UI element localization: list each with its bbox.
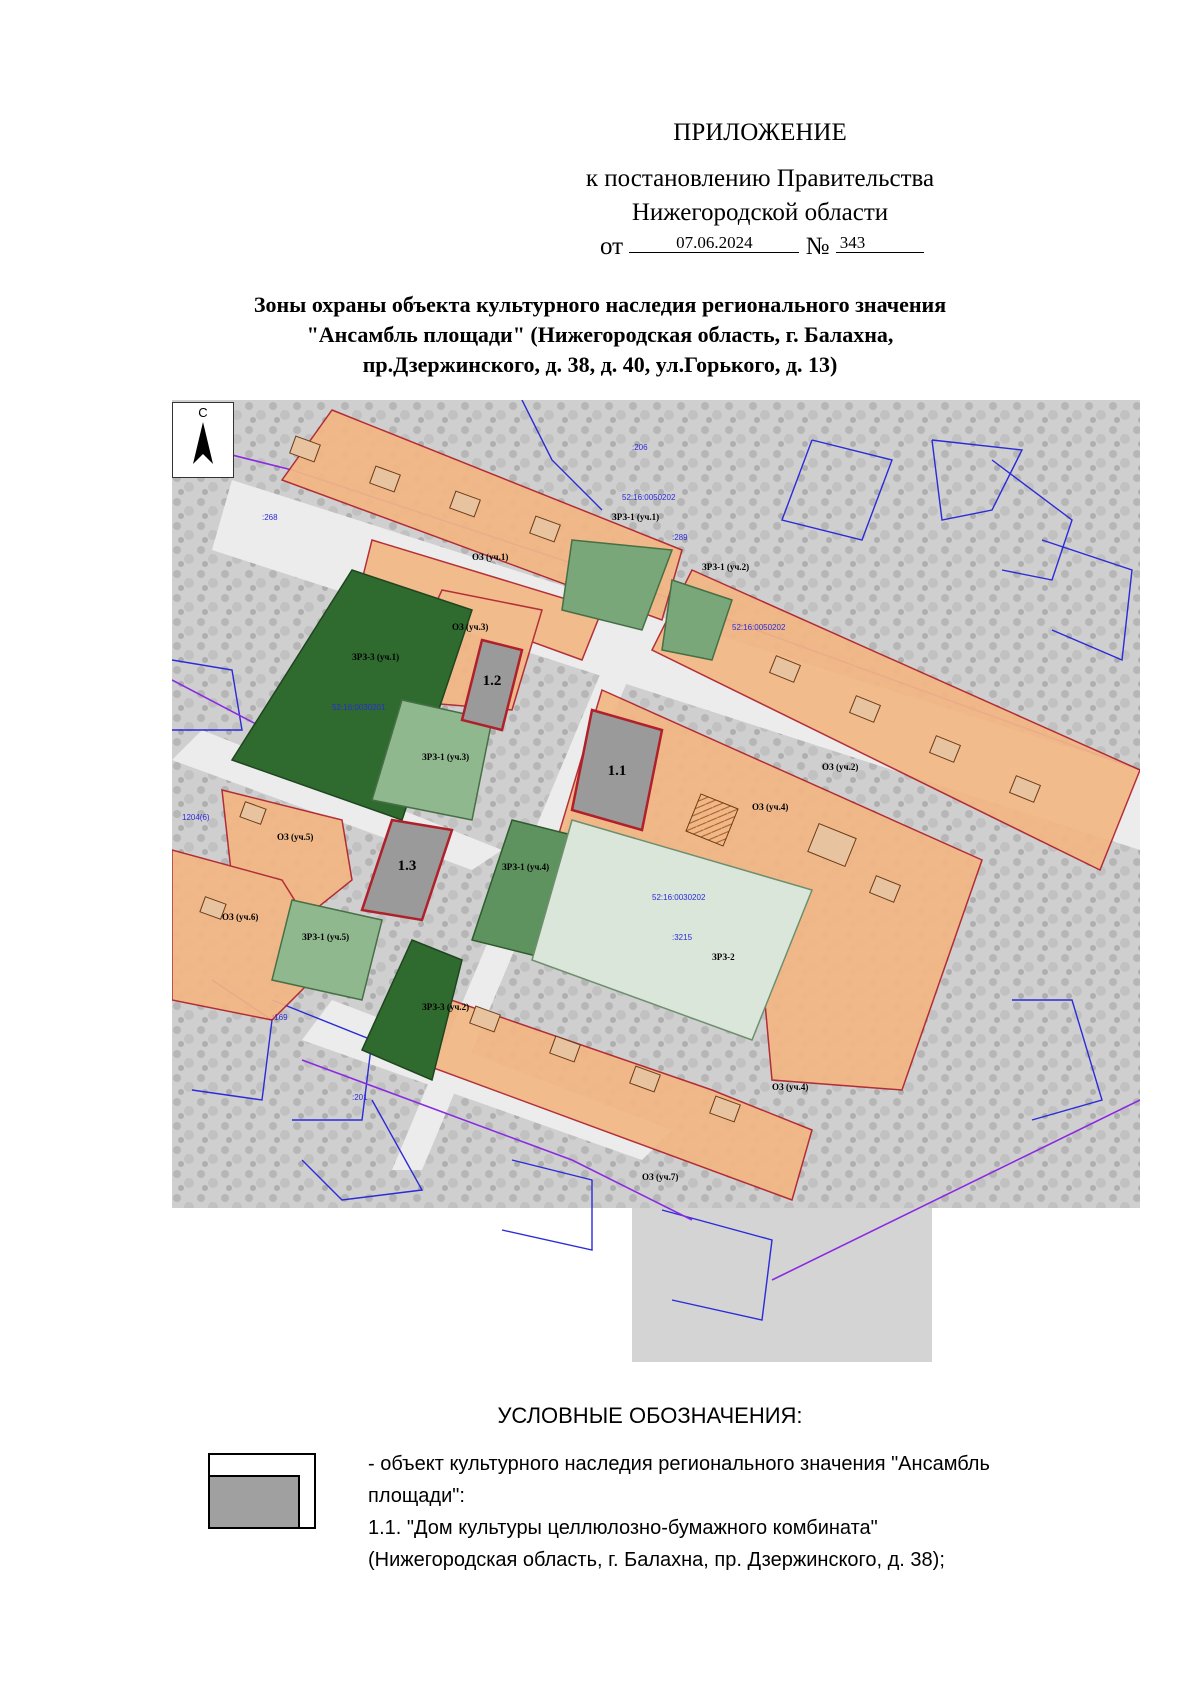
legend-item1-line2: площади":	[368, 1485, 465, 1507]
decree-line-2: Нижегородской области	[631, 199, 889, 226]
legend-swatch-fill	[208, 1475, 300, 1529]
zone-label-oz5: ОЗ (уч.5)	[277, 832, 314, 842]
zone-map-svg	[172, 400, 1140, 1362]
decree-line-1: к постановлению Правительства	[585, 165, 935, 192]
north-indicator	[172, 402, 234, 478]
legend-swatch-heritage-object	[208, 1453, 316, 1529]
number-sign: №	[805, 233, 830, 260]
legend-item1-line1: - объект культурного наследия регионального значения "Ансамбль	[368, 1453, 990, 1475]
title-line-2: "Ансамбль площади" (Нижегородская область, г. Балахна,	[306, 322, 894, 347]
zone-label-zrz1-1: ЗРЗ-1 (уч.1)	[612, 512, 660, 522]
zone-label-zrz2: ЗРЗ-2	[712, 952, 735, 962]
legend-item2-line1: 1.1. "Дом культуры целлюлозно-бумажного комбината"	[368, 1517, 878, 1539]
object-label-1-1: 1.1	[607, 763, 627, 779]
legend-item2-line2: (Нижегородская область, г. Балахна, пр. Дзержинского, д. 38);	[368, 1549, 945, 1571]
decree-date: 07.06.2024	[629, 234, 799, 253]
zone-label-oz1: ОЗ (уч.1)	[472, 552, 509, 562]
zone-label-zrz1-4: ЗРЗ-1 (уч.4)	[502, 862, 550, 872]
aerial-background-lower	[632, 1208, 932, 1362]
cadastral-label-268: :268	[262, 513, 278, 522]
cadastral-label-289: :289	[672, 533, 688, 542]
zone-label-zrz1-3: ЗРЗ-1 (уч.3)	[422, 752, 470, 762]
document-title	[150, 290, 1050, 380]
zone-label-oz2: ОЗ (уч.2)	[822, 762, 859, 772]
title-line-1: Зоны охраны объекта культурного наследия регионального значения	[253, 292, 947, 317]
object-label-1-3: 1.3	[397, 858, 417, 874]
cadastral-label-q4: 52:16:0050202	[732, 623, 786, 632]
cadastral-label-1204: 1204(6)	[182, 813, 210, 822]
zone-label-oz6: ОЗ (уч.6)	[222, 912, 259, 922]
zone-map	[172, 400, 1140, 1362]
cadastral-label-q1: 52:16:0030201	[332, 703, 386, 712]
cadastral-label-206: :206	[632, 443, 648, 452]
zone-label-oz4a: ОЗ (уч.4)	[752, 802, 789, 812]
zone-label-zrz3-2: ЗРЗ-3 (уч.2)	[422, 1002, 470, 1012]
north-arrow-icon	[188, 420, 218, 468]
decree-number: 343	[836, 234, 924, 253]
decree-date-line	[600, 232, 924, 262]
north-letter: С	[198, 405, 208, 420]
cadastral-label-201: :201	[352, 1093, 368, 1102]
appendix-header	[560, 116, 960, 230]
cadastral-label-q2: 52:16:0030202	[652, 893, 706, 902]
zone-label-oz7: ОЗ (уч.7)	[642, 1172, 679, 1182]
zone-label-zrz1-2: ЗРЗ-1 (уч.2)	[702, 562, 750, 572]
date-prefix: от	[600, 233, 624, 260]
cadastral-label-169: :169	[272, 1013, 288, 1022]
cadastral-label-3215: :3215	[672, 933, 693, 942]
legend-heading: УСЛОВНЫЕ ОБОЗНАЧЕНИЯ:	[497, 1403, 803, 1428]
zone-label-oz4b: ОЗ (уч.4)	[772, 1082, 809, 1092]
appendix-label: ПРИЛОЖЕНИЕ	[673, 119, 847, 146]
legend-text	[368, 1448, 1088, 1576]
object-label-1-2: 1.2	[482, 673, 502, 689]
title-line-3: пр.Дзержинского, д. 38, д. 40, ул.Горького, д. 13)	[362, 352, 838, 377]
zone-label-zrz1-5: ЗРЗ-1 (уч.5)	[302, 932, 350, 942]
zone-label-zrz3-1: ЗРЗ-3 (уч.1)	[352, 652, 400, 662]
zone-label-oz3: ОЗ (уч.3)	[452, 622, 489, 632]
cadastral-label-q3: 52:16:0050202	[622, 493, 676, 502]
